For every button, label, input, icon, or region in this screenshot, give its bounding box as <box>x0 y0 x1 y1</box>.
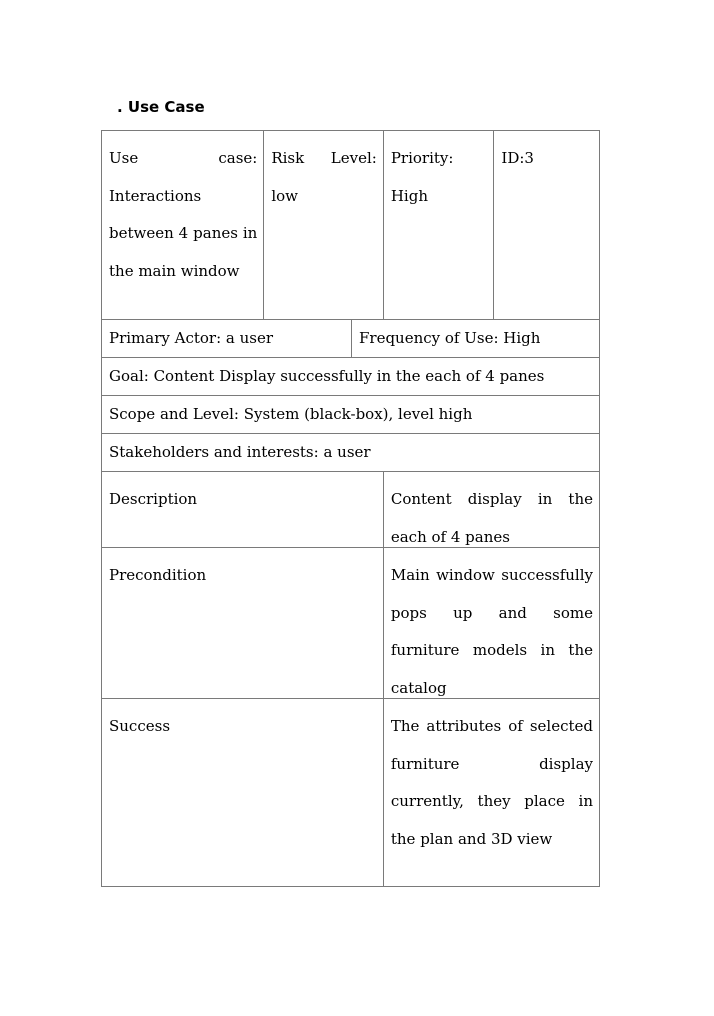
description-label: Description <box>109 490 198 508</box>
priority-cell: Priority: High <box>383 131 494 319</box>
goal-cell: Goal: Content Display successfully in the each of 4 panes <box>109 367 545 385</box>
id-cell: ID:3 <box>493 131 599 319</box>
use-case-table <box>101 130 600 887</box>
precondition-label: Precondition <box>109 566 207 584</box>
section-heading: . Use Case <box>117 98 205 116</box>
description-row <box>101 472 600 548</box>
scope-cell: Scope and Level: System (black-box), level high <box>109 405 473 423</box>
precondition-value: Main window successfully pops up and some furniture models in the catalog <box>383 548 599 698</box>
stakeholders-row <box>101 434 600 472</box>
goal-row <box>101 358 600 396</box>
description-value: Content display in the each of 4 panes <box>383 472 599 547</box>
success-value: The attributes of selected furniture display currently, they place in the plan and 3D view <box>383 699 599 886</box>
frequency-cell: Frequency of Use: High <box>351 320 599 357</box>
use-case-cell: Use case: Interactions between 4 panes in the main window <box>109 149 258 281</box>
stakeholders-cell: Stakeholders and interests: a user <box>109 443 371 461</box>
primary-actor-cell: Primary Actor: a user <box>109 329 274 347</box>
scope-row <box>101 396 600 434</box>
success-row <box>101 699 600 887</box>
risk-level-cell: Risk Level: low <box>263 131 383 319</box>
actor-row <box>101 320 600 358</box>
use-case-header-row <box>101 130 600 320</box>
success-label: Success <box>109 717 171 735</box>
precondition-row <box>101 548 600 699</box>
